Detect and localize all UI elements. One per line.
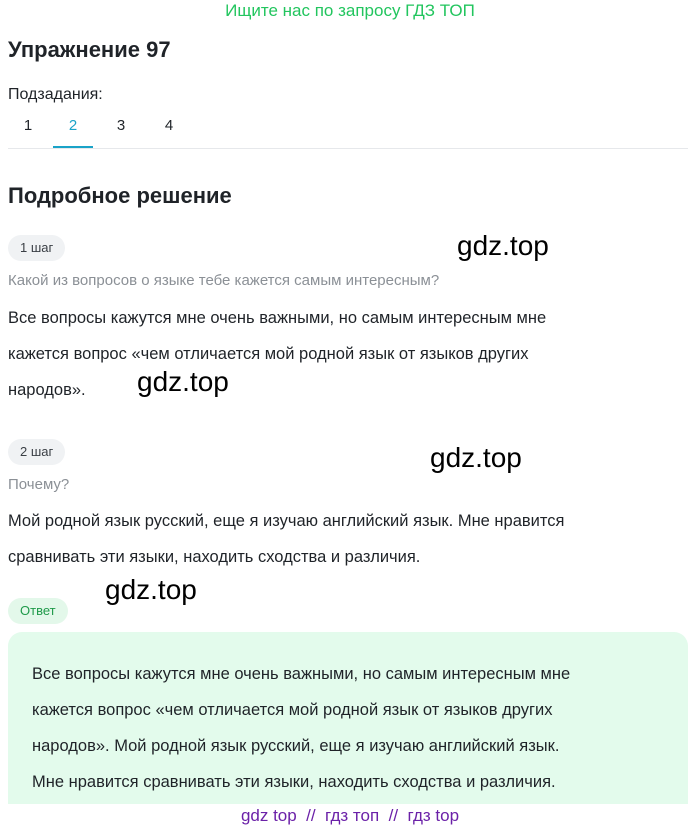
watermark: gdz.top bbox=[430, 442, 522, 473]
step-2-badge: 2 шаг bbox=[8, 439, 65, 465]
tab-3[interactable]: 3 bbox=[116, 117, 126, 134]
step-2-line: Мой родной язык русский, еще я изучаю английский язык. Мне нравится bbox=[8, 512, 565, 530]
answer-text bbox=[32, 656, 672, 800]
answer-line: Все вопросы кажутся мне очень важными, но самым интересным мне bbox=[32, 665, 571, 683]
footer-links[interactable]: gdz top // гдз топ // гдз top bbox=[240, 806, 460, 825]
step-2-text bbox=[8, 503, 658, 575]
step-2-question: Почему? bbox=[8, 476, 70, 493]
tab-1[interactable]: 1 bbox=[23, 117, 33, 134]
subtasks-label: Подзадания: bbox=[8, 86, 103, 103]
page-title: Упражнение 97 bbox=[8, 37, 171, 62]
answer-line: Мне нравится сравнивать эти языки, находить сходства и различия. bbox=[32, 773, 556, 791]
answer-line: народов». Мой родной язык русский, еще я изучаю английский язык. bbox=[32, 737, 560, 755]
top-banner[interactable]: Ищите нас по запросу ГДЗ ТОП bbox=[225, 1, 475, 20]
step-1-badge: 1 шаг bbox=[8, 235, 65, 261]
watermark: gdz.top bbox=[457, 230, 549, 261]
answer-line: кажется вопрос «чем отличается мой родной язык от языков других bbox=[32, 701, 553, 719]
answer-badge: Ответ bbox=[8, 598, 68, 624]
watermark: gdz.top bbox=[105, 574, 197, 605]
step-1-text bbox=[8, 300, 658, 408]
step-2-line: сравнивать эти языки, находить сходства и различия. bbox=[8, 548, 421, 566]
tab-2[interactable]: 2 bbox=[53, 110, 93, 148]
answer-box bbox=[8, 632, 688, 804]
step-1-question: Какой из вопросов о языке тебе кажется самым интересным? bbox=[8, 272, 440, 289]
solution-title: Подробное решение bbox=[8, 183, 232, 208]
step-1-line: кажется вопрос «чем отличается мой родной язык от языков других bbox=[8, 345, 529, 363]
watermark: gdz.top bbox=[137, 366, 229, 397]
tab-4[interactable]: 4 bbox=[164, 117, 174, 134]
subtask-tabs bbox=[8, 110, 688, 149]
step-1-line: Все вопросы кажутся мне очень важными, но самым интересным мне bbox=[8, 309, 547, 327]
step-1-line: народов». bbox=[8, 381, 86, 399]
